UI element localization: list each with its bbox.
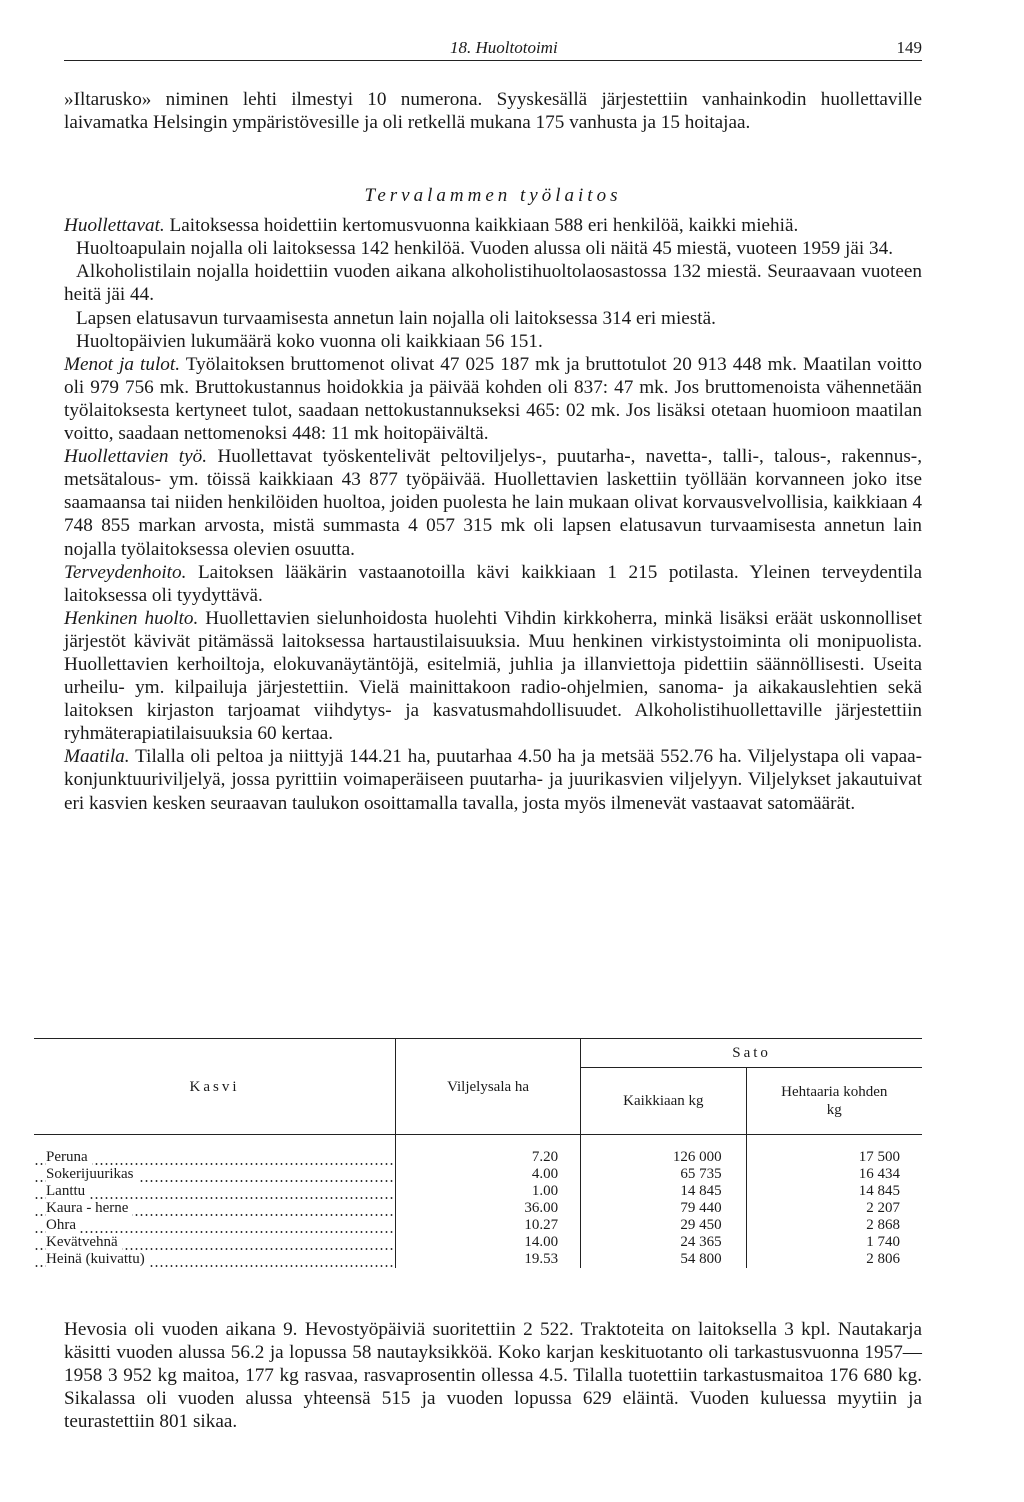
paragraph-text: Työlaitoksen bruttomenot olivat 47 025 187 mk ja bruttotulot 20 913 448 mk. Maatilan voitto oli 979 756 mk. Bruttokustannus hoidokkia ja päivää kohden oli 837: 47 mk. Jos bruttomenoista vähennetään työlaitoksesta kertyneet tulot, saadaan nettokustannukseksi 465: 02 mk. Jos lisäksi otetaan huomioon maatilan voitto, saadaan nettomenoksi 448: 11 mk hoitopäivältä. [64,353,922,445]
crop-area: 19.53 [396,1251,581,1268]
paragraph-huoltopaivat: Huoltopäivien lukumäärä koko vuonna oli kaikkiaan 56 151. [76,330,543,352]
closing-paragraph: Hevosia oli vuoden aikana 9. Hevostyöpäiviä suoritettiin 2 522. Traktoteita on laitoksella 3 kpl. Nautakarja käsitti vuoden alussa 56.2 ja lopussa 58 nautayksikköä. Koko karjan keskituotanto oli tarkastusvuonna 1957—1958 3 952 kg maitoa, 177 kg rasvaa, rasvaprosentin ollessa 4.5. Tilalla tuotettiin tarkastusmaitoa 176 680 kg. Sikalassa oli vuoden alussa yhteensä 515 ja vuoden lopussa 629 eläintä. Vuoden kuluessa myytiin ja teurastettiin 801 sikaa. [64,1319,922,1433]
header-kasvi: Kasvi [34,1039,396,1135]
paragraph-lead: Henkinen huolto. [64,607,199,629]
crop-name-label: Kaura - herne [46,1200,132,1216]
crop-name [34,1217,396,1234]
paragraph-terveydenhoito [64,561,922,607]
paragraph-menot-tulot [64,353,922,445]
crop-name-label: Kevätvehnä [46,1234,122,1250]
crop-total-yield: 126 000 [581,1149,746,1166]
crop-yield-per-hectare: 14 845 [858,1183,900,1199]
intro-paragraph: »Iltarusko» niminen lehti ilmestyi 10 numerona. Syyskesällä järjestettiin vanhainkodin huollettaville laivamatka Helsingin ympäristövesille ja oli retkellä mukana 175 vanhusta ja 15 hoitajaa. [64,89,922,134]
table-row [34,1217,922,1234]
paragraph-huoltoapulain: Huoltoapulain nojalla oli laitoksessa 142 henkilöä. Vuoden alussa oli näitä 45 miestä, vuoteen 1959 jäi 34. [76,238,894,260]
header-hehtaaria-kohden: Hehtaaria kohden kg [746,1068,922,1135]
running-header [64,30,922,61]
paragraph-lead: Maatila. [64,746,130,768]
table-body [34,1135,922,1269]
crop-name-label: Heinä (kuivattu) [46,1251,149,1267]
paragraph-text: Laitoksessa hoidettiin kertomusvuonna kaikkiaan 588 eri henkilöä, kaikki miehiä. [164,215,799,237]
paragraph-text: Laitoksen lääkärin vastaanotoilla kävi kaikkiaan 1 215 potilasta. Yleinen terveydentila laitoksessa oli tyydyttävä. [64,561,922,606]
crop-total-yield: 79 440 [581,1200,746,1217]
crop-total-yield: 54 800 [581,1251,746,1268]
crop-yield-per-hectare: 2 868 [866,1217,900,1233]
paragraph-lapsen-elatusapu: Lapsen elatusavun turvaamisesta annetun lain nojalla oli laitoksessa 314 eri miestä. [76,307,716,329]
crop-yield-per-hectare: 2 806 [866,1251,900,1267]
crop-name [34,1166,396,1183]
paragraph-lead: Huollettavat. [64,215,165,237]
crop-area: 14.00 [396,1234,581,1251]
table-row [34,1149,922,1166]
paragraph-huollettavien-tyo [64,445,922,560]
crop-yield-per-hectare: 16 434 [858,1166,900,1182]
paragraph-henkinen-huolto [64,607,922,746]
crop-area: 10.27 [396,1217,581,1234]
crop-name [34,1251,396,1268]
header-sato: Sato [581,1039,922,1068]
paragraph-text: Huollettavat työskentelivät peltoviljelys-, puutarha-, navetta-, talli-, talous-, rakennus-, metsätalous- ym. töissä kaikkiaan 43 877 työpäivää. Huollettavien laskettiin työllään korvanneen joko itse saamaansa tai niiden henkilöiden huoltoa, joiden puolesta he lain mukaan olivat korvausvelvollisia, kaikkiaan 4 748 855 markan arvosta, mistä summasta 4 057 315 mk oli lapsen elatusavun turvaamisesta annetun lain nojalla työlaitoksessa olevien osuutta. [64,446,922,560]
table-row [34,1166,922,1183]
crop-total-yield: 65 735 [581,1166,746,1183]
table-header-row [34,1039,922,1068]
paragraph-huollettavat [64,214,922,237]
crop-total-yield: 14 845 [581,1183,746,1200]
crop-yield-per-hectare: 1 740 [866,1234,900,1250]
paragraph-text: Huollettavien sielunhoidosta huolehti Vihdin kirkkoherra, minkä lisäksi eräät uskonnolliset järjestöt kävivät pitämässä laitoksessa hartaustilaisuuksia. Muu henkinen virkistystoiminta oli monipuolista. Huollettavien kerhoiltoja, elokuvanäytäntöjä, esitelmiä, juhlia ja illanviettoja pidettiin säännöllisesti. Useita urheilu- ym. kilpailuja järjestettiin. Vielä mainittakoon radio-ohjelmien, sanoma- ja aikakauslehtien sekä laitoksen kirjaston tarjoamat viihdytys- ja kasvatusmahdollisuudet. Alkoholistihuollettaville järjestettiin ryhmäterapiatilaisuuksia 60 kertaa. [64,607,922,745]
crop-table [34,1038,922,1268]
page-number: 149 [896,38,922,57]
paragraph-lead: Huollettavien työ. [64,446,208,468]
crop-name-label: Sokerijuurikas [46,1166,138,1182]
table-row [34,1183,922,1200]
table-row [34,1200,922,1217]
crop-area: 36.00 [396,1200,581,1217]
crop-yield-per-hectare: 2 207 [866,1200,900,1216]
table-row [34,1234,922,1251]
paragraph-maatila [64,745,922,814]
crop-total-yield: 29 450 [581,1217,746,1234]
crop-total-yield: 24 365 [581,1234,746,1251]
section-title: Tervalammen työlaitos [364,185,622,207]
crop-area: 1.00 [396,1183,581,1200]
crop-name [34,1200,396,1217]
crop-name-label: Peruna [46,1149,92,1165]
crop-area: 4.00 [396,1166,581,1183]
page [46,30,922,1433]
crop-yield-per-hectare: 17 500 [858,1149,900,1165]
crop-name-label: Ohra [46,1217,80,1233]
header-kaikkiaan: Kaikkiaan kg [581,1068,746,1135]
crop-name [34,1183,396,1200]
header-viljelysala: Viljelysala ha [396,1039,581,1135]
crop-name [34,1149,396,1166]
crop-name [34,1234,396,1251]
crop-name-label: Lanttu [46,1183,89,1199]
paragraph-alkoholistilain: Alkoholistilain nojalla hoidettiin vuoden aikana alkoholistihuoltolaosastossa 132 miestä. Seuraavaan vuoteen heitä jäi 44. [64,261,922,306]
chapter-title: 18. Huoltotoimi [450,38,558,57]
table-row [34,1251,922,1268]
crop-area: 7.20 [396,1149,581,1166]
paragraph-text: Tilalla oli peltoa ja niittyjä 144.21 ha, puutarhaa 4.50 ha ja metsää 552.76 ha. Viljelystapa oli vapaa-konjunktuuriviljelyä, jossa pyrittiin voimaperäiseen puutarha- ja juurikasvien viljelyyn. Viljelykset jakautuivat eri kasvien kesken seuraavan taulukon osoittamalla tavalla, josta myös ilmenevät vastaavat satomäärät. [64,746,922,814]
paragraph-lead: Menot ja tulot. [64,353,181,375]
paragraph-lead: Terveydenhoito. [64,561,187,583]
